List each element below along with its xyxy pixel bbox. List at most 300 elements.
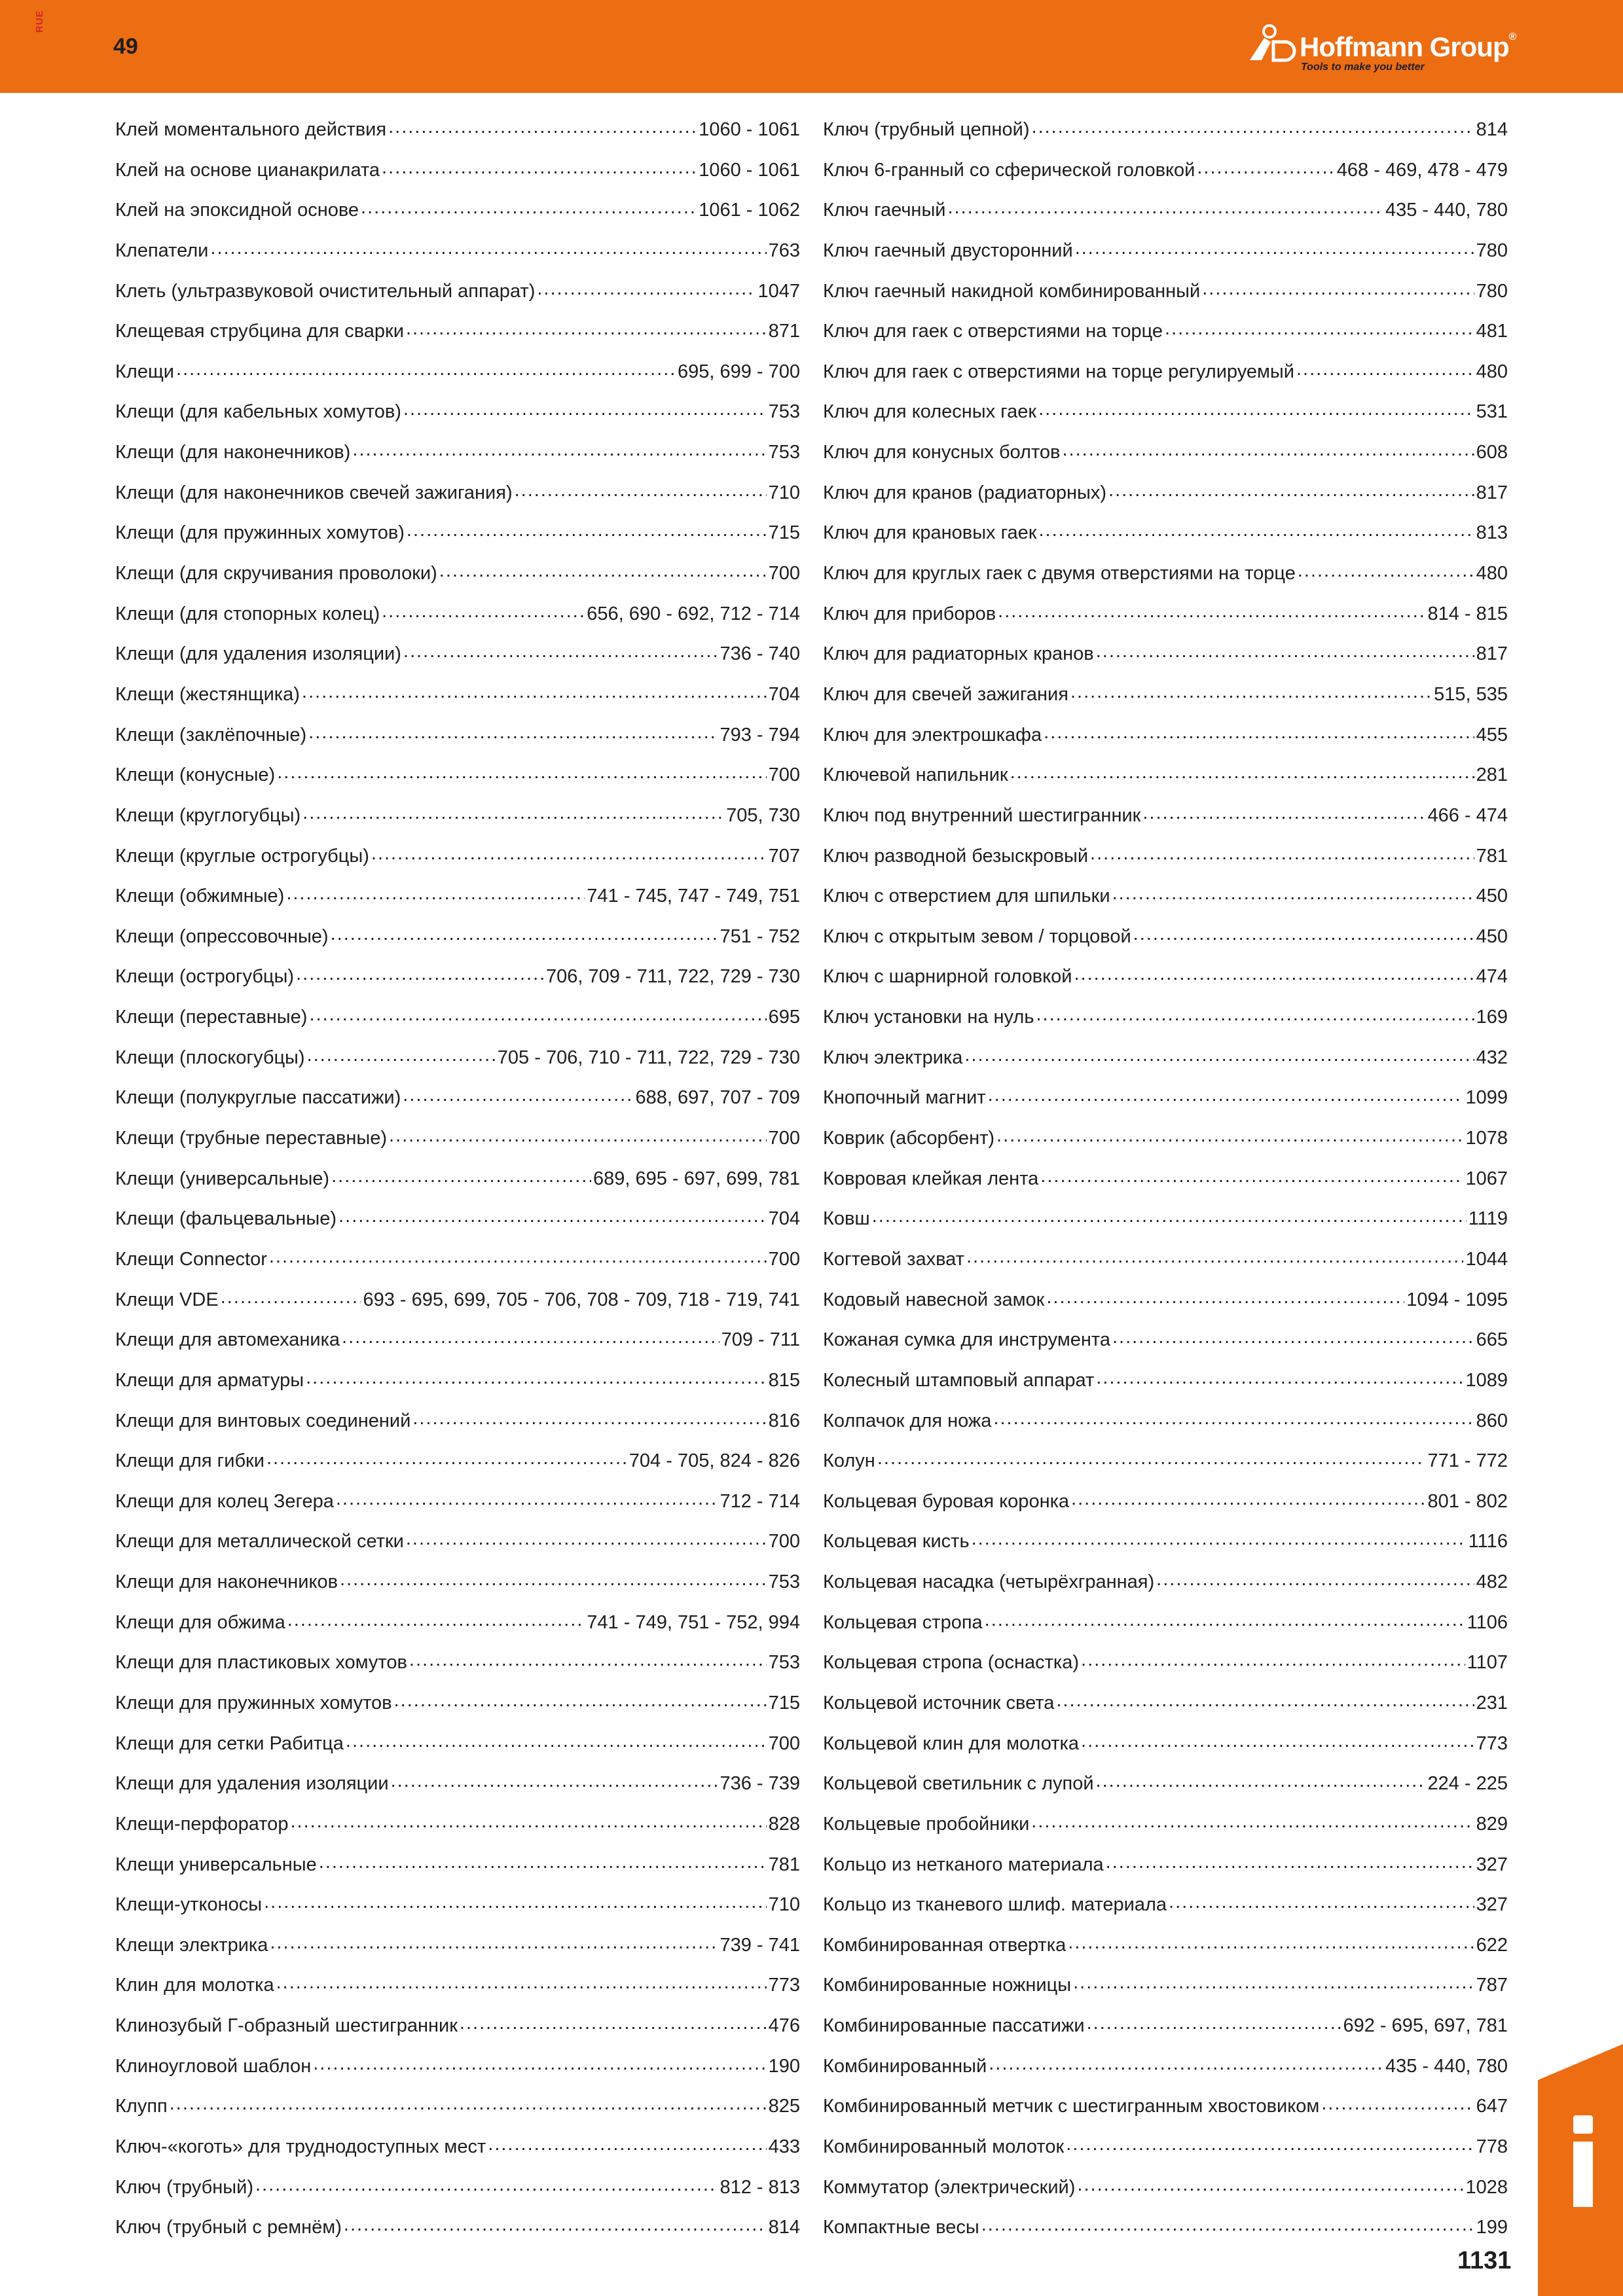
index-pages: 753 [768, 1571, 800, 1593]
dot-leader [296, 963, 544, 982]
dot-leader [290, 1811, 766, 1830]
index-entry [115, 1206, 800, 1246]
index-term: Комбинированный метчик с шестигранным хвостовиком [823, 2096, 1320, 2117]
index-entry [115, 238, 800, 278]
index-entry [823, 238, 1508, 278]
dot-leader [307, 1045, 496, 1064]
index-entry [115, 2013, 800, 2053]
dot-leader [346, 1731, 767, 1749]
index-entry [823, 641, 1508, 681]
index-term: Клей на эпоксидной основе [115, 200, 359, 221]
index-pages: 608 [1476, 442, 1508, 463]
index-pages: 190 [768, 2055, 800, 2077]
index-pages: 482 [1476, 1571, 1508, 1593]
index-pages: 435 - 440, 780 [1385, 200, 1508, 221]
index-term: Клещи для винтовых соединений [115, 1410, 411, 1431]
dot-leader [1081, 1731, 1474, 1749]
index-entry [115, 722, 800, 762]
dot-leader [1066, 2134, 1474, 2153]
index-term: Клещи (для удаления изоляции) [115, 643, 401, 665]
index-pages: 781 [768, 1854, 800, 1875]
index-entry [823, 1528, 1508, 1569]
index-entry [823, 1488, 1508, 1529]
dot-leader [221, 1287, 361, 1306]
index-entry [823, 1085, 1508, 1125]
index-pages: 829 [1476, 1813, 1508, 1835]
index-term: Клещевая струбцина для сварки [115, 321, 404, 342]
index-pages: 700 [768, 1248, 800, 1270]
index-entry [115, 1528, 800, 1569]
index-term: Колун [823, 1450, 875, 1472]
index-entry [823, 963, 1508, 1004]
index-entry [823, 1408, 1508, 1448]
index-entry [823, 197, 1508, 238]
dot-leader [352, 439, 766, 458]
index-entry [115, 1609, 800, 1650]
index-entry [823, 439, 1508, 480]
index-term: Клин для молотка [115, 1975, 274, 1996]
dot-leader [1081, 1649, 1465, 1668]
dot-leader [1038, 520, 1474, 539]
dot-leader [1112, 883, 1474, 902]
index-term: Ключ под внутренний шестигранник [823, 804, 1141, 826]
index-pages: 695 [768, 1007, 800, 1028]
brand-name: Hoffmann Group® [1300, 31, 1516, 62]
index-entry [823, 1125, 1508, 1166]
dot-leader [264, 1892, 767, 1910]
index-entry [115, 1448, 800, 1488]
dot-leader [1044, 722, 1474, 741]
dot-leader [439, 560, 767, 579]
dot-leader [515, 480, 767, 499]
index-pages: 710 [768, 482, 800, 503]
index-pages: 433 [768, 2136, 800, 2158]
dot-leader [1071, 1488, 1425, 1507]
index-pages: 474 [1476, 966, 1508, 988]
dot-leader [286, 883, 585, 902]
index-pages: 1099 [1465, 1087, 1508, 1109]
index-pages: 700 [768, 563, 800, 584]
index-entry [823, 1448, 1508, 1488]
index-term: Когтевой захват [823, 1248, 964, 1270]
index-pages: 705 - 706, 710 - 711, 722, 729 - 730 [497, 1047, 800, 1068]
index-pages: 647 [1476, 2096, 1508, 2117]
index-term: Клиноугловой шаблон [115, 2055, 312, 2077]
index-term: Кольцевая насадка (четырёхгранная) [823, 1571, 1155, 1593]
dot-leader [406, 1528, 767, 1547]
index-pages: 689, 695 - 697, 699, 781 [593, 1168, 800, 1189]
index-term: Ключ с шарнирной головкой [823, 966, 1072, 988]
index-entry [115, 2093, 800, 2134]
dot-leader [1062, 439, 1474, 458]
dot-leader [1031, 1811, 1474, 1830]
index-pages: 709 - 711 [721, 1329, 800, 1351]
index-term: Клещи (круглогубцы) [115, 804, 301, 826]
index-pages: 814 [768, 2217, 800, 2238]
index-term: Кольцевой клин для молотка [823, 1732, 1080, 1754]
dot-leader [306, 1367, 767, 1386]
index-term: Клещи (плоскогубцы) [115, 1047, 305, 1068]
index-entry [115, 157, 800, 198]
index-pages: 1107 [1467, 1652, 1508, 1674]
index-entry [115, 1408, 800, 1448]
index-entry [115, 762, 800, 802]
index-term: Кольцевой светильник с лупой [823, 1773, 1094, 1795]
index-term: Ключ гаечный двусторонний [823, 240, 1073, 261]
index-pages: 828 [768, 1813, 800, 1835]
index-pages: 871 [768, 321, 800, 342]
index-pages: 1028 [1465, 2176, 1508, 2198]
index-pages: 753 [768, 1652, 800, 1674]
index-entry [115, 278, 800, 319]
index-pages: 169 [1476, 1007, 1508, 1028]
index-term: Компактные весы [823, 2217, 979, 2238]
index-term: Комбинированный молоток [823, 2136, 1065, 2158]
index-pages: 739 - 741 [720, 1934, 800, 1956]
index-pages: 695, 699 - 700 [677, 361, 800, 382]
index-entry [823, 1932, 1508, 1973]
page-header [0, 0, 1623, 93]
dot-leader [270, 1932, 718, 1951]
index-term: Ковровая клейкая лента [823, 1168, 1039, 1189]
dot-leader [340, 1569, 767, 1588]
index-entry [823, 802, 1508, 843]
dot-leader [1142, 802, 1425, 821]
index-pages: 771 - 772 [1427, 1450, 1508, 1472]
index-pages: 327 [1476, 1854, 1508, 1875]
index-term: Клещи (для наконечников) [115, 442, 351, 463]
index-entry [823, 1004, 1508, 1045]
dot-leader [1169, 1892, 1474, 1910]
index-term: Комбинированный [823, 2055, 987, 2077]
index-pages: 700 [768, 1732, 800, 1754]
index-term: Клещи (универсальные) [115, 1168, 330, 1189]
index-entry [823, 2053, 1508, 2094]
index-entry [115, 1569, 800, 1609]
index-entry [823, 1731, 1508, 1771]
index-entry [115, 1004, 800, 1045]
dot-leader [412, 1408, 766, 1427]
index-pages: 736 - 740 [720, 643, 800, 665]
index-term: Клещи для наконечников [115, 1571, 338, 1593]
index-entry [823, 2214, 1508, 2255]
index-pages: 1116 [1468, 1531, 1508, 1552]
index-pages: 814 - 815 [1427, 603, 1508, 624]
index-term: Комбинированная отвертка [823, 1934, 1067, 1956]
index-pages: 706, 709 - 711, 722, 729 - 730 [545, 966, 800, 988]
index-entry [115, 843, 800, 884]
index-entry [823, 560, 1508, 601]
dot-leader [210, 238, 766, 257]
index-entry [823, 480, 1508, 520]
index-entry [823, 2134, 1508, 2174]
index-term: Ковш [823, 1208, 870, 1230]
index-entry [115, 520, 800, 560]
dot-leader [1202, 278, 1474, 297]
dot-leader [269, 1246, 767, 1265]
index-entry [823, 1246, 1508, 1287]
dot-leader [537, 278, 756, 297]
index-pages: 1060 - 1061 [699, 119, 800, 140]
index-term: Клещи (переставные) [115, 1007, 308, 1028]
index-entry [115, 1892, 800, 1932]
index-entry [823, 2093, 1508, 2134]
index-entry [115, 197, 800, 238]
dot-leader [336, 1488, 718, 1507]
dot-leader [388, 117, 697, 135]
dot-leader [966, 1246, 1464, 1265]
index-term: Ключ 6-гранный со сферической головкой [823, 159, 1195, 181]
index-term: Ключ для гаек с отверстиями на торце регулируемый [823, 361, 1294, 382]
index-entry [115, 1166, 800, 1206]
index-entry [823, 883, 1508, 924]
index-entry [115, 963, 800, 1004]
index-pages: 1094 - 1095 [1406, 1289, 1508, 1310]
index-pages: 704 [768, 683, 800, 705]
index-entry [115, 1488, 800, 1529]
dot-leader [1090, 843, 1474, 862]
index-pages: 787 [1476, 1975, 1508, 1996]
index-entry [115, 1287, 800, 1327]
index-term: Ключ с открытым зевом / торцовой [823, 925, 1131, 947]
index-term: Кольцевая стропа (оснастка) [823, 1652, 1080, 1674]
dot-leader [277, 762, 766, 781]
index-term: Клещи для обжима [115, 1611, 285, 1633]
index-entry [115, 1085, 800, 1125]
dot-leader [382, 601, 585, 620]
index-entry [823, 1649, 1508, 1690]
dot-leader [382, 157, 697, 176]
language-code: RUE [34, 10, 45, 33]
index-entry [115, 1045, 800, 1085]
index-pages: 455 [1476, 724, 1508, 745]
index-entry [115, 2174, 800, 2215]
index-term: Ключ для кранов (радиаторных) [823, 482, 1107, 503]
dot-leader [176, 359, 676, 378]
index-pages: 224 - 225 [1427, 1773, 1508, 1795]
index-pages: 1119 [1468, 1208, 1508, 1230]
index-pages: 814 [1476, 119, 1508, 140]
index-pages: 815 [768, 1369, 800, 1391]
index-pages: 622 [1476, 1934, 1508, 1956]
index-entry [115, 2134, 800, 2174]
index-entry [823, 1852, 1508, 1892]
index-entry [115, 1972, 800, 2013]
dot-leader [996, 1125, 1463, 1144]
index-entry [115, 1731, 800, 1771]
brand-logo [1247, 22, 1516, 75]
dot-leader [1068, 1932, 1474, 1951]
index-pages: 693 - 695, 699, 705 - 706, 708 - 709, 718 - 719, 741 [363, 1289, 800, 1310]
dot-leader [1056, 1690, 1474, 1709]
index-entry [823, 1287, 1508, 1327]
index-term: Кольцевой источник света [823, 1692, 1055, 1713]
index-term: Кольцевые пробойники [823, 1813, 1030, 1835]
dot-leader [1032, 117, 1474, 135]
dot-leader [389, 1125, 767, 1144]
dot-leader [391, 1770, 718, 1789]
index-pages: 1089 [1465, 1369, 1508, 1391]
index-column-left [115, 117, 800, 2255]
dot-leader [1040, 1166, 1463, 1185]
index-entry [823, 318, 1508, 359]
index-pages: 780 [1476, 280, 1508, 302]
index-pages: 231 [1476, 1692, 1508, 1713]
index-pages: 816 [768, 1410, 800, 1431]
index-pages: 741 - 745, 747 - 749, 751 [587, 886, 800, 907]
index-entry [823, 520, 1508, 560]
index-entry [823, 117, 1508, 157]
index-entry [823, 843, 1508, 884]
index-pages: 753 [768, 442, 800, 463]
dot-leader [948, 197, 1383, 216]
index-entry [823, 1569, 1508, 1609]
index-pages: 435 - 440, 780 [1385, 2055, 1508, 2077]
index-entry [823, 722, 1508, 762]
dot-leader [964, 1045, 1474, 1064]
index-pages: 1061 - 1062 [699, 200, 800, 221]
dot-leader [1096, 1367, 1463, 1386]
dot-leader [170, 2093, 767, 2112]
dot-leader [1096, 641, 1474, 660]
dot-leader [989, 2053, 1383, 2072]
index-entry [115, 439, 800, 480]
index-term: Клей моментального действия [115, 119, 387, 140]
index-entry [823, 1327, 1508, 1367]
index-term: Кнопочный магнит [823, 1087, 986, 1109]
index-pages: 780 [1476, 240, 1508, 261]
index-term: Клупп [115, 2096, 168, 2117]
dot-leader [988, 1085, 1464, 1103]
index-entry [823, 1892, 1508, 1932]
index-entry [823, 1690, 1508, 1731]
index-entry [823, 924, 1508, 964]
index-term: Клещи для удаления изоляции [115, 1773, 389, 1795]
dot-leader [1077, 2174, 1463, 2193]
index-term: Ключ для гаек с отверстиями на торце [823, 321, 1163, 342]
index-entry [115, 601, 800, 641]
index-entry [823, 762, 1508, 802]
index-pages: 480 [1476, 361, 1508, 382]
index-term: Клещи для пластиковых хомутов [115, 1652, 407, 1674]
dot-leader [344, 2214, 767, 2233]
index-entry [115, 1690, 800, 1731]
index-pages: 715 [768, 522, 800, 544]
index-entry [823, 681, 1508, 722]
dot-leader [338, 1206, 767, 1225]
index-pages: 1060 - 1061 [699, 159, 800, 181]
index-pages: 773 [1476, 1732, 1508, 1754]
index-pages: 736 - 739 [720, 1773, 800, 1795]
hoffmann-logo-icon [1247, 22, 1304, 63]
dot-leader [1133, 924, 1474, 942]
index-term: Кольцевая кисть [823, 1531, 970, 1552]
index-pages: 704 - 705, 824 - 826 [629, 1450, 800, 1472]
index-term: Клещи (для стопорных колец) [115, 603, 380, 624]
index-entry [823, 601, 1508, 641]
dot-leader [309, 1004, 766, 1023]
dot-leader [1108, 480, 1474, 499]
index-pages: 1067 [1465, 1168, 1508, 1189]
dot-leader [1046, 1287, 1404, 1306]
index-term: Ключ (трубный) [115, 2176, 253, 2198]
index-entry [823, 1045, 1508, 1085]
index-pages: 704 [768, 1208, 800, 1230]
index-term: Клещи (жестянщика) [115, 683, 300, 705]
index-entry [823, 278, 1508, 319]
dot-leader [1156, 1569, 1474, 1588]
index-term: Ключ разводной безыскровый [823, 845, 1089, 867]
index-entry [115, 2053, 800, 2094]
index-pages: 327 [1476, 1894, 1508, 1916]
index-term: Клей на основе цианакрилата [115, 159, 380, 181]
dot-leader [1010, 762, 1474, 781]
dot-leader [361, 197, 697, 216]
index-term: Клещи для пружинных хомутов [115, 1692, 392, 1713]
index-entry [823, 1811, 1508, 1852]
index-pages: 781 [1476, 845, 1508, 867]
index-entry [115, 318, 800, 359]
index-term: Клещи-утконосы [115, 1894, 263, 1916]
dot-leader [460, 2013, 767, 2032]
dot-leader [1112, 1327, 1474, 1346]
index-pages: 466 - 474 [1427, 804, 1508, 826]
index-entry [115, 1852, 800, 1892]
index-pages: 432 [1476, 1047, 1508, 1068]
index-pages: 515, 535 [1434, 683, 1508, 705]
index-pages: 450 [1476, 886, 1508, 907]
index-term: Клещи (конусные) [115, 764, 276, 786]
index-entry [115, 883, 800, 924]
index-term: Клещи (фальцевальные) [115, 1208, 337, 1230]
index-term: Кольцевая стропа [823, 1611, 983, 1633]
index-pages: 778 [1476, 2136, 1508, 2158]
dot-leader [342, 1327, 720, 1346]
index-pages: 741 - 749, 751 - 752, 994 [587, 1611, 800, 1633]
index-term: Клинозубый Г-образный шестигранник [115, 2015, 458, 2037]
dot-leader [985, 1609, 1465, 1628]
index-pages: 531 [1476, 401, 1508, 423]
dot-leader [407, 520, 767, 539]
index-pages: 468 - 469, 478 - 479 [1336, 159, 1508, 181]
dot-leader [1197, 157, 1334, 176]
index-term: Клещи [115, 361, 175, 382]
index-term: Клещи для металлической сетки [115, 1531, 404, 1552]
index-entry [115, 1327, 800, 1367]
index-pages: 1047 [757, 280, 800, 302]
dot-leader [276, 1972, 767, 1991]
dot-leader [1321, 2093, 1474, 2112]
index-term: Ключ для колесных гаек [823, 401, 1037, 423]
index-pages: 281 [1476, 764, 1508, 786]
index-pages: 817 [1476, 643, 1508, 665]
index-term: Клещи VDE [115, 1289, 219, 1310]
index-pages: 688, 697, 707 - 709 [635, 1087, 800, 1109]
index-entry [823, 2174, 1508, 2215]
index-pages: 707 [768, 845, 800, 867]
dot-leader [1296, 359, 1474, 378]
index-term: Клещи (полукруглые пассатижи) [115, 1087, 401, 1109]
index-entry [823, 1367, 1508, 1408]
index-entry [823, 359, 1508, 399]
index-pages: 656, 690 - 692, 712 - 714 [587, 603, 800, 624]
section-number: 49 [113, 34, 138, 59]
index-term: Ключ для конусных болтов [823, 442, 1061, 463]
index-entry [115, 1125, 800, 1166]
dot-leader [319, 1852, 767, 1871]
dot-leader [1038, 399, 1474, 418]
index-term: Клеть (ультразвуковой очистительный аппарат) [115, 280, 536, 302]
